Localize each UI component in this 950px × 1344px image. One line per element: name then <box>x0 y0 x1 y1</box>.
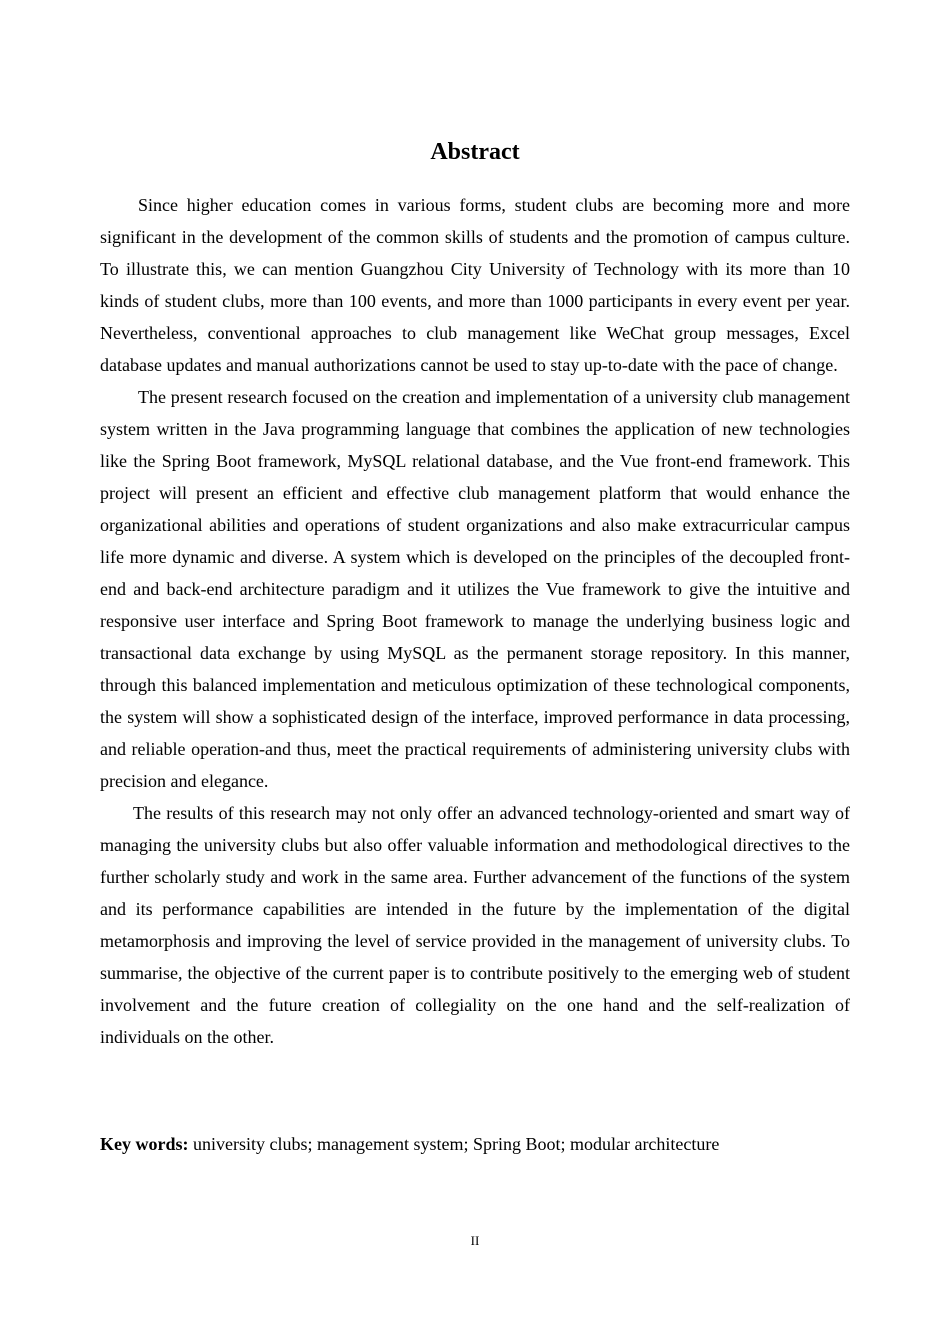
abstract-title: Abstract <box>430 139 520 165</box>
abstract-paragraph-2: The present research focused on the creation and implementation of a university club management system written in the Java programming language that combines the application of new technologies like the Spring Boot framework, MySQL relational database, and the Vue front-end framework. This project will present an efficient and effective club management platform that would enhance the organizational abilities and operations of student organizations and also make extracurricular campus life more dynamic and diverse. A system which is developed on the principles of the decoupled front-end and back-end architecture paradigm and it utilizes the Vue framework to give the intuitive and responsive user interface and Spring Boot framework to manage the underlying business logic and transactional data exchange by using MySQL as the permanent storage repository. In this manner, through this balanced implementation and meticulous optimization of these technological components, the system will show a sophisticated design of the interface, improved performance in data processing, and reliable operation-and thus, meet the practical requirements of administering university clubs with precision and elegance. <box>100 387 850 791</box>
page-number: II <box>470 1233 480 1248</box>
abstract-paragraph-3: The results of this research may not only offer an advanced technology-oriented and smart way of managing the university clubs but also offer valuable information and methodological directives to the further scholarly study and work in the same area. Further advancement of the functions of the system and its performance capabilities are intended in the future by the implementation of the digital metamorphosis and improving the level of service provided in the management of university clubs. To summarise, the objective of the current paper is to contribute positively to the emerging web of student involvement and the future creation of collegiality on the one hand and the self-realization of individuals on the other. <box>100 803 850 1047</box>
abstract-paragraph-1: Since higher education comes in various forms, student clubs are becoming more and more significant in the development of the common skills of students and the promotion of campus culture. To illustrate this, we can mention Guangzhou City University of Technology with its more than 10 kinds of student clubs, more than 100 events, and more than 1000 participants in every event per year. Nevertheless, conventional approaches to club management like WeChat group messages, Excel database updates and manual authorizations cannot be used to stay up-to-date with the pace of change. <box>100 195 850 375</box>
keywords-text: university clubs; management system; Spring Boot; modular architecture <box>188 1134 720 1154</box>
abstract-body <box>100 189 850 1053</box>
keywords-label: Key words: <box>100 1134 189 1154</box>
keywords-line <box>100 1130 850 1158</box>
